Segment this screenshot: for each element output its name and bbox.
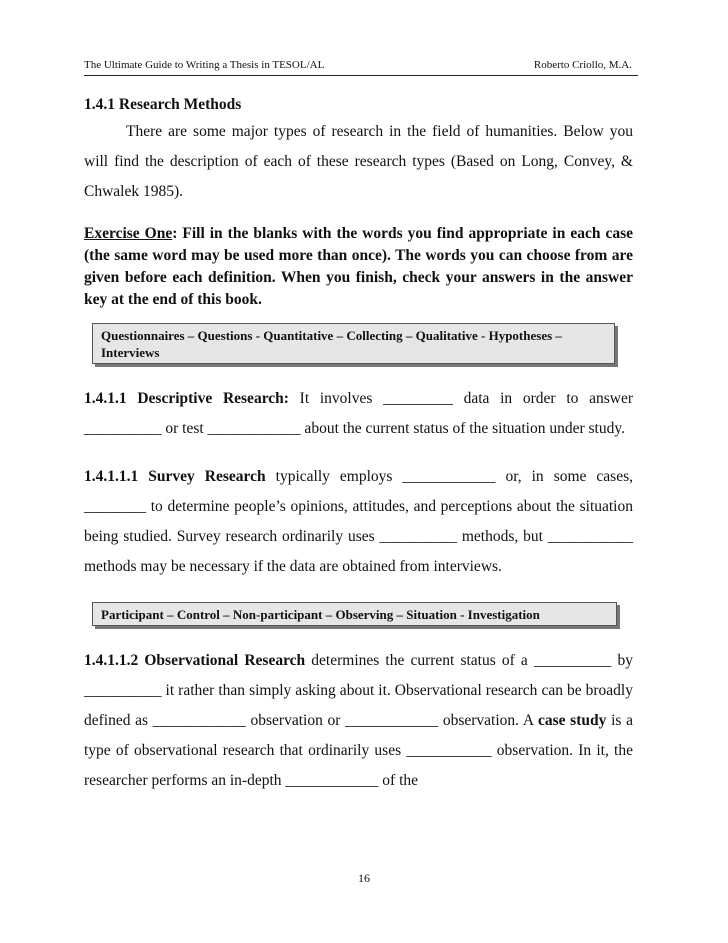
page-content (84, 92, 633, 796)
page-number: 16 (358, 871, 370, 885)
page-header (84, 58, 638, 76)
header-author: Roberto Criollo, M.A. (533, 59, 632, 71)
survey-text: typically employs ____________ or, in some cases, ________ to determine people’s opinions, attitudes, and perceptions about the situation being studied. Survey research ordinarily uses __________ methods, but ___________ methods may be necessary if the data are obtained from interviews. (84, 468, 633, 575)
observational-text-1: determines the current status of a __________ by __________ it rather than simply asking about it. Observational research can be broadly defined as ____________ observation or ____________ observation. A (84, 652, 633, 729)
descriptive-heading: 1.4.1.1 Descriptive Research: (84, 390, 289, 407)
observational-text-2: is a type of observational research that ordinarily uses ___________ observation. In it, the researcher performs an in-depth ____________ of the (84, 712, 634, 789)
header-title: The Ultimate Guide to Writing a Thesis in TESOL/AL (84, 59, 325, 71)
descriptive-text: It involves _________ data in order to answer __________ or test ____________ about the current status of the situation under study. (84, 390, 633, 437)
descriptive-research-paragraph (84, 384, 633, 444)
intro-paragraph: There are some major types of research in the field of humanities. Below you will find the description of each of these research types (Based on Long, Convey, & Chwalek 1985). (84, 123, 633, 200)
exercise-label: Exercise One (84, 225, 173, 242)
survey-heading: 1.4.1.1.1 Survey Research (84, 468, 266, 485)
word-bank-1: Questionnaires – Questions - Quantitative – Collecting – Qualitative - Hypotheses – Interviews (92, 323, 615, 364)
case-study-term: case study (537, 712, 607, 729)
exercise-text: : Fill in the blanks with the words you find appropriate in each case (the same word may be used more than once). The words you can choose from are given before each definition. When you finish, check your answers in the answer key at the end of this book. (84, 225, 633, 308)
observational-research-paragraph (84, 646, 633, 796)
exercise-instructions (84, 223, 633, 311)
survey-research-paragraph (84, 462, 633, 582)
word-bank-2: Participant – Control – Non-participant – Observing – Situation - Investigation (92, 602, 617, 626)
section-title: 1.4.1 Research Methods (84, 96, 242, 113)
observational-heading: 1.4.1.1.2 Observational Research (84, 652, 306, 669)
